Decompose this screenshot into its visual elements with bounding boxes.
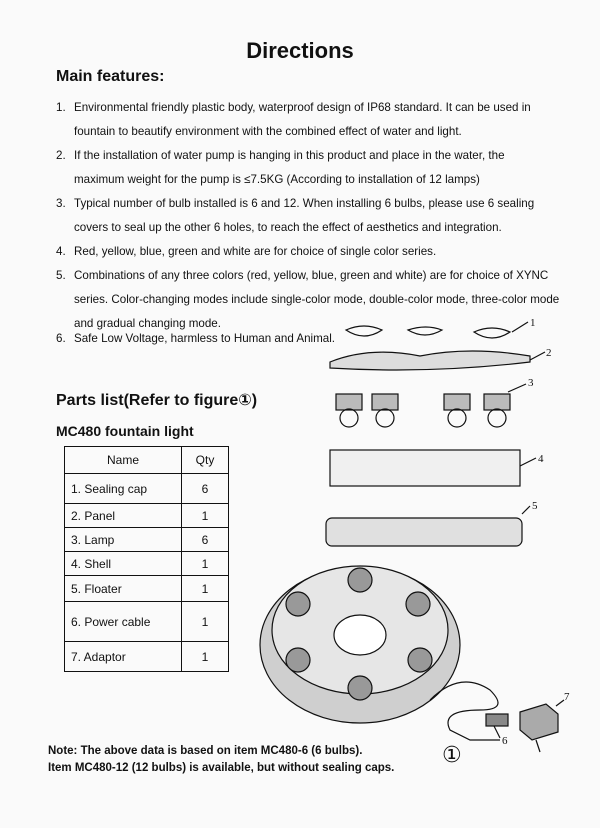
- callout-label: 7: [564, 691, 570, 703]
- feature-item: 3. Typical number of bulb installed is 6 and 12. When installing 6 bulbs, please use 6 sealing covers to seal up the other 6 holes, to reach the effect of aesthetics and integration.: [56, 197, 535, 234]
- table-row: 7. Adaptor 1: [65, 642, 229, 672]
- lamp-group-left: [336, 394, 398, 427]
- header-name: Name: [65, 447, 182, 474]
- callout-label: 2: [546, 347, 552, 359]
- note: Note: The above data is based on item MC480-6 (6 bulbs). Item MC480-12 (12 bulbs) is available, but without sealing caps.: [48, 745, 395, 774]
- table-row: 4. Shell 1: [65, 552, 229, 576]
- lamp-group-right: [444, 394, 510, 427]
- callout-label: 6: [502, 735, 508, 747]
- table-row: 2. Panel 1: [65, 504, 229, 528]
- callout-label: 3: [528, 377, 534, 389]
- feature-item: 1. Environmental friendly plastic body, waterproof design of IP68 standard. It can be used in fountain to beautify environment with the combined effect of water and light.: [56, 101, 531, 138]
- table-row: 6. Power cable 1: [65, 602, 229, 642]
- sealing-cap-shape: [474, 328, 510, 338]
- feature-item-6: 6. Safe Low Voltage, harmless to Human and Animal.: [56, 332, 336, 345]
- main-features-heading: Main features:: [56, 68, 165, 85]
- page-title: Directions: [246, 38, 354, 63]
- sealing-cap-shape: [346, 326, 382, 336]
- header-qty: Qty: [182, 447, 229, 474]
- shell-shape: [330, 450, 520, 486]
- callout-label: 4: [538, 453, 544, 465]
- feature-item: 5. Combinations of any three colors (red, yellow, blue, green and white) are for choice of XYNC series. Color-changing modes include single-color mode, double-color mode, three-color mode and gradual changing mode.: [56, 269, 560, 330]
- model-title: MC480 fountain light: [56, 423, 194, 439]
- sealing-cap-shape: [408, 327, 442, 335]
- feature-item: 4. Red, yellow, blue, green and white are for choice of single color series.: [56, 245, 437, 258]
- callout-label: 5: [532, 500, 538, 512]
- power-cable-shape: [430, 682, 500, 740]
- panel-shape: [330, 351, 530, 370]
- floater-shape: [326, 518, 522, 546]
- parts-list-heading: Parts list(Refer to figure①): [56, 392, 258, 409]
- feature-item: 2. If the installation of water pump is hanging in this product and place in the water, the maximum weight for the pump is ≤7.5KG (According to installation of 12 lamps): [56, 149, 505, 186]
- table-row: 1. Sealing cap 6: [65, 474, 229, 504]
- table-row: 5. Floater 1: [65, 576, 229, 602]
- callout-label: 1: [530, 317, 536, 329]
- adaptor-shape: [520, 704, 558, 740]
- table-row: 3. Lamp 6: [65, 528, 229, 552]
- figure-number: ①: [442, 742, 462, 767]
